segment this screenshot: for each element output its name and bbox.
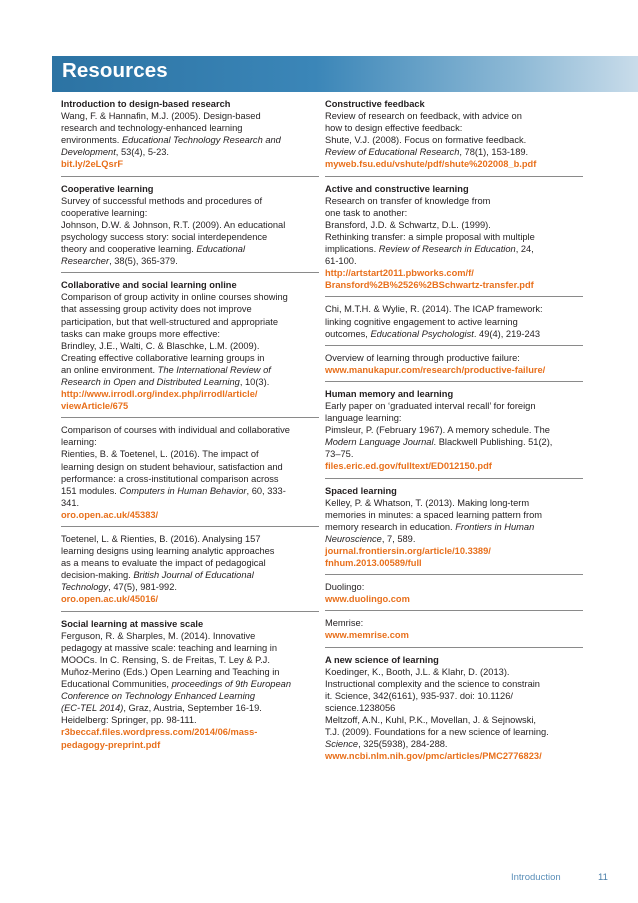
citation-line: Review of research on feedback, with advice on	[325, 111, 522, 122]
citation-line	[325, 243, 583, 255]
publication-title: Review of Educational Research	[325, 147, 460, 158]
citation-line: learning designs using learning analytic approaches	[61, 546, 275, 557]
citation-line: Comparison of courses with individual and collaborative	[61, 425, 290, 436]
citation-line: linking cognitive engagement to active learning	[325, 316, 518, 327]
reference-entry-individual-vs-collaborative	[61, 424, 319, 527]
reference-link[interactable]: www.manukapur.com/research/productive-failure/	[325, 364, 546, 375]
reference-link[interactable]: pedagogy-preprint.pdf	[61, 739, 161, 750]
citation-line: psychology success story: social interdependence	[61, 231, 268, 242]
citation-line: Early paper on ‘graduated interval recall’ for foreign	[325, 400, 536, 411]
citation-text: outcomes,	[325, 328, 371, 339]
citation-line: Creating effective collaborative learning groups in	[61, 352, 265, 363]
citation-text: memory research in education.	[325, 521, 456, 532]
reference-heading: Collaborative and social learning online	[61, 280, 237, 291]
reference-link[interactable]: bit.ly/2eLQsrF	[61, 159, 123, 170]
citation-text: decision-making.	[61, 570, 134, 581]
citation-text: an online environment.	[61, 364, 158, 375]
reference-entry-design-based-research	[61, 98, 319, 177]
citation-line: Koedinger, K., Booth, J.L. & Klahr, D. (2013).	[325, 666, 510, 677]
citation-text: , Graz, Austria, September 16-19.	[123, 703, 262, 714]
reference-heading: Active and constructive learning	[325, 183, 469, 194]
publication-title: Review of Research in Education	[378, 244, 516, 255]
publication-title: Science	[325, 739, 359, 750]
citation-line	[61, 569, 319, 581]
citation-line: participation, but that well-structured and appropriate	[61, 316, 279, 327]
reference-link[interactable]: www.memrise.com	[325, 630, 409, 641]
publication-title: (EC-TEL 2014)	[61, 703, 124, 714]
citation-line: how to design effective feedback:	[325, 123, 463, 134]
citation-line: Muñoz-Merino (Eds.) Open Learning and Teaching in	[61, 666, 280, 677]
citation-line: 73–75.	[325, 449, 354, 460]
citation-line	[325, 436, 583, 448]
reference-heading: Spaced learning	[325, 485, 397, 496]
reference-entry-collaborative-online	[61, 279, 319, 418]
publication-title: Computers in Human Behavior	[119, 485, 247, 496]
citation-line: Research on transfer of knowledge from	[325, 195, 491, 206]
reference-entry-productive-failure	[325, 352, 583, 382]
citation-text: , 78(1), 153-189.	[459, 147, 529, 158]
publication-title: Educational Psychologist	[370, 328, 474, 339]
reference-entry-memrise	[325, 617, 583, 647]
publication-title: Educational	[196, 244, 246, 255]
publication-title: British Journal of Educational	[133, 570, 254, 581]
citation-line: that assessing group activity does not improve	[61, 304, 252, 315]
citation-line: Johnson, D.W. & Johnson, R.T. (2009). An educational	[61, 219, 286, 230]
citation-line	[325, 533, 583, 545]
reference-link[interactable]: http://www.irrodl.org/index.php/irrodl/article/	[61, 389, 258, 400]
citation-text: , 7, 589.	[381, 533, 416, 544]
citation-text: , 47(5), 981-992.	[108, 582, 177, 593]
citation-line: Memrise:	[325, 618, 364, 629]
citation-text: implications.	[325, 244, 379, 255]
reference-link[interactable]: files.eric.ed.gov/fulltext/ED012150.pdf	[325, 461, 492, 472]
reference-link[interactable]: r3beccaf.files.wordpress.com/2014/06/mass-	[61, 727, 258, 738]
reference-entry-cooperative-learning	[61, 183, 319, 274]
publication-title: Conference on Technology Enhanced Learning	[61, 691, 256, 702]
citation-line: Toetenel, L. & Rienties, B. (2016). Analysing 157	[61, 534, 261, 544]
citation-line: Survey of successful methods and procedures of	[61, 195, 263, 206]
citation-line: science.1238056	[325, 702, 396, 713]
citation-line: Ferguson, R. & Sharples, M. (2014). Innovative	[61, 630, 256, 641]
footer-section-label: Introduction	[511, 872, 561, 883]
citation-line: learning:	[61, 437, 97, 448]
citation-line: research and technology-enhanced learning	[61, 123, 243, 134]
citation-line: Duolingo:	[325, 582, 365, 593]
reference-entry-spaced-learning	[325, 485, 583, 576]
citation-line: Bransford, J.D. & Schwartz, D.L. (1999).	[325, 219, 491, 230]
citation-line	[61, 255, 319, 267]
citation-line: Wang, F. & Hannafin, M.J. (2005). Design-based	[61, 111, 261, 122]
citation-line	[61, 134, 319, 146]
section-banner	[52, 56, 638, 92]
citation-line	[61, 678, 319, 690]
reference-link[interactable]: www.duolingo.com	[325, 594, 410, 605]
citation-line: learning design on student behaviour, satisfaction and	[61, 461, 283, 472]
reference-entry-massive-scale	[61, 618, 319, 756]
reference-link[interactable]: viewArticle/675	[61, 401, 129, 412]
page-title: Resources	[62, 59, 168, 82]
citation-line: Rethinking transfer: a simple proposal with multiple	[325, 231, 535, 242]
citation-text: theory and cooperative learning.	[61, 244, 197, 255]
citation-line: tasks can make groups more effective:	[61, 328, 220, 339]
citation-line: Meltzoff, A.N., Kuhl, P.K., Movellan, J. & Sejnowski,	[325, 715, 536, 726]
citation-text: . Blackwell Publishing. 51(2),	[433, 437, 553, 448]
citation-line	[325, 328, 583, 340]
reference-heading: Social learning at massive scale	[61, 618, 204, 629]
publication-title: proceedings of 9th European	[171, 679, 291, 690]
citation-line: Comparison of group activity in online courses showing	[61, 292, 288, 303]
publication-title: Neuroscience	[325, 533, 382, 544]
publication-title: Educational Technology Research and	[121, 135, 281, 146]
citation-line	[61, 581, 319, 593]
reference-heading: Constructive feedback	[325, 99, 425, 109]
citation-line	[325, 146, 583, 158]
citation-line	[61, 376, 319, 388]
reference-link[interactable]: oro.open.ac.uk/45016/	[61, 594, 159, 605]
citation-text: , 24,	[515, 244, 534, 255]
reference-entry-icap-framework	[325, 303, 583, 345]
citation-text: . 49(4), 219-243	[473, 328, 541, 339]
citation-line	[61, 146, 319, 158]
reference-heading: Introduction to design-based research	[61, 99, 231, 109]
reference-entry-human-memory	[325, 388, 583, 479]
reference-link[interactable]: Bransford%2B%2526%2BSchwartz-transfer.pdf	[325, 280, 534, 291]
citation-text: , 38(5), 365-379.	[109, 256, 178, 267]
citation-text: , 53(4), 5-23.	[115, 147, 170, 158]
citation-line: it. Science, 342(6161), 935-937. doi: 10.1126/	[325, 690, 513, 701]
citation-text: , 60, 333-	[246, 485, 286, 496]
reference-entry-science-of-learning	[325, 654, 583, 768]
citation-line: 341.	[61, 497, 80, 508]
citation-text: , 325(5938), 284-288.	[358, 739, 448, 750]
citation-text: environments.	[61, 135, 122, 146]
publication-title: The International Review of	[157, 364, 271, 375]
citation-line: language learning:	[325, 413, 402, 424]
citation-line: as a means to evaluate the impact of pedagogical	[61, 558, 266, 569]
citation-line: T.J. (2009). Foundations for a new science of learning.	[325, 727, 549, 738]
citation-line: Chi, M.T.H. & Wylie, R. (2014). The ICAP framework:	[325, 304, 543, 315]
citation-line	[61, 702, 319, 714]
page-number: 11	[598, 872, 608, 883]
citation-line: memories in minutes: a spaced learning pattern from	[325, 509, 543, 520]
reference-heading: Cooperative learning	[61, 183, 154, 194]
citation-line	[61, 243, 319, 255]
citation-line: Kelley, P. & Whatson, T. (2013). Making long-term	[325, 497, 530, 508]
citation-line: Heidelberg: Springer, pp. 98-111.	[61, 715, 197, 726]
reference-link[interactable]: fnhum.2013.00589/full	[325, 558, 422, 569]
citation-line	[325, 738, 583, 750]
reference-link[interactable]: journal.frontiersin.org/article/10.3389/	[325, 546, 491, 556]
reference-entry-learning-analytics	[61, 533, 319, 612]
citation-line: 61-100.	[325, 256, 357, 267]
citation-text: Educational Communities,	[61, 679, 172, 690]
citation-line: performance: a cross-institutional comparison across	[61, 473, 279, 484]
citation-line: MOOCs. In C. Rensing, S. de Freitas, T. Ley & P.J.	[61, 654, 270, 665]
publication-title: Modern Language Journal	[325, 437, 434, 448]
citation-line	[61, 485, 319, 497]
reference-heading: Human memory and learning	[325, 388, 454, 399]
citation-line	[61, 364, 319, 376]
citation-line	[325, 521, 583, 533]
reference-link[interactable]: www.ncbi.nlm.nih.gov/pmc/articles/PMC2776823/	[325, 751, 542, 762]
publication-title: Frontiers in Human	[455, 521, 535, 532]
citation-line: Pimsleur, P. (February 1967). A memory schedule. The	[325, 425, 550, 436]
citation-line: Brindley, J.E., Walti, C. & Blaschke, L.M. (2009).	[61, 340, 260, 351]
citation-text: 151 modules.	[61, 485, 120, 496]
reference-heading: A new science of learning	[325, 654, 439, 665]
reference-link[interactable]: myweb.fsu.edu/vshute/pdf/shute%202008_b.pdf	[325, 159, 537, 170]
left-column	[61, 98, 319, 762]
citation-line: pedagogy at massive scale: teaching and learning in	[61, 642, 278, 653]
reference-link[interactable]: http://artstart2011.pbworks.com/f/	[325, 268, 474, 279]
right-column	[325, 98, 583, 773]
publication-title: Development	[61, 147, 116, 158]
publication-title: Technology	[61, 582, 109, 593]
reference-entry-duolingo	[325, 581, 583, 611]
citation-line: one task to another:	[325, 207, 408, 218]
citation-line: Shute, V.J. (2008). Focus on formative feedback.	[325, 135, 527, 146]
citation-line: Instructional complexity and the science to constrain	[325, 678, 540, 689]
citation-line: Rienties, B. & Toetenel, L. (2016). The impact of	[61, 449, 259, 460]
reference-link[interactable]: oro.open.ac.uk/45383/	[61, 509, 159, 520]
publication-title: Researcher	[61, 256, 110, 267]
reference-entry-constructive-feedback	[325, 98, 583, 177]
citation-line: cooperative learning:	[61, 207, 148, 218]
reference-entry-active-constructive	[325, 183, 583, 298]
citation-text: , 10(3).	[239, 376, 270, 387]
publication-title: Research in Open and Distributed Learning	[61, 376, 240, 387]
citation-line: Overview of learning through productive failure:	[325, 352, 520, 363]
